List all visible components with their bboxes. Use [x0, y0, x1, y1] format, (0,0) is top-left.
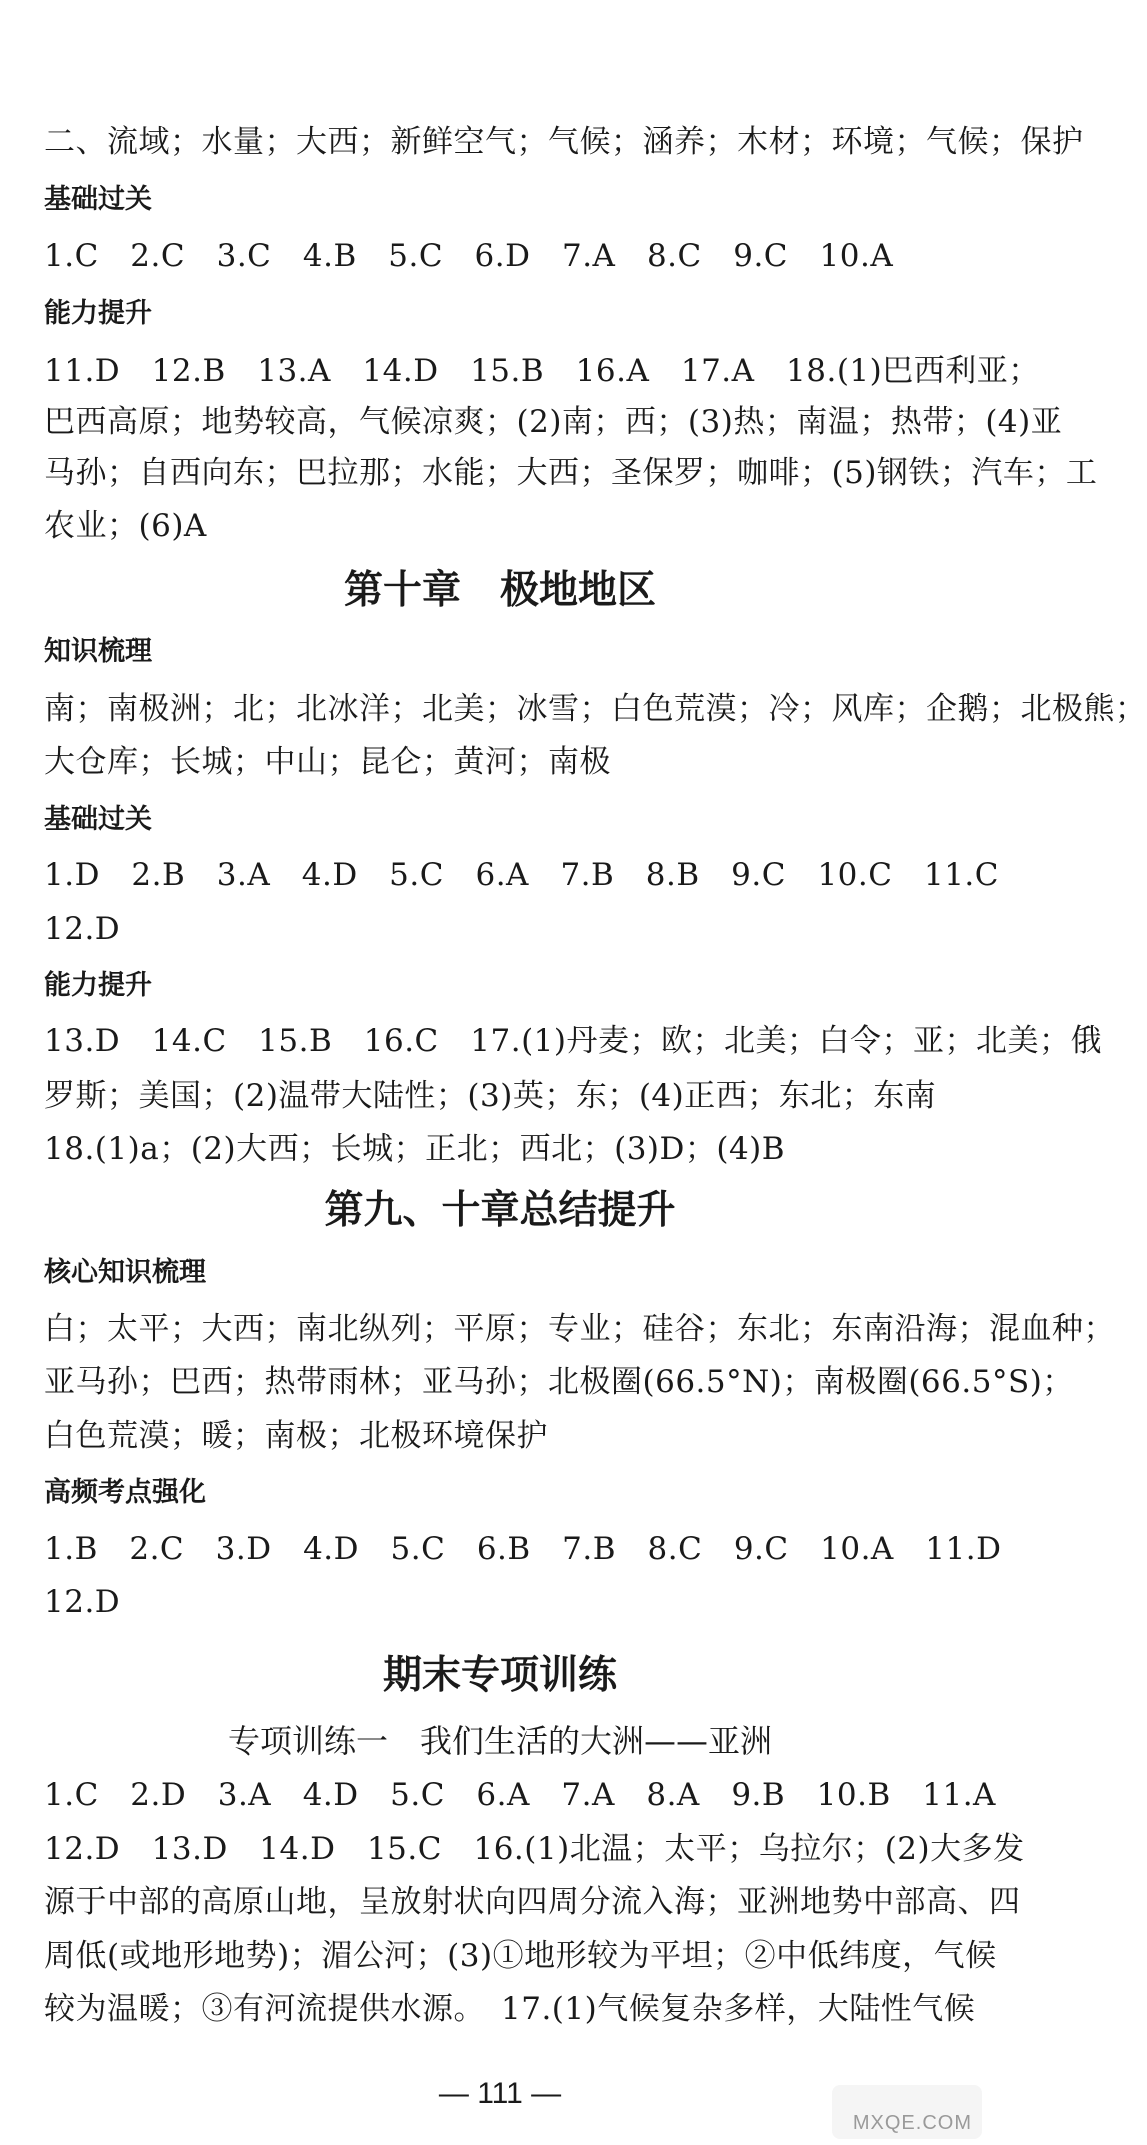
- section-heading: 能力提升: [44, 970, 152, 1001]
- text-line: 大仓库；长城；中山；昆仑；黄河；南极: [44, 744, 611, 780]
- text-line: 马孙；自西向东；巴拉那；水能；大西；圣保罗；咖啡；(5)钢铁；汽车；工: [44, 455, 1098, 491]
- answer-line: 12.D 13.D 14.D 15.C 16.(1)北温；太平；乌拉尔；(2)大多发: [44, 1831, 1025, 1867]
- text-line: 亚马孙；巴西；热带雨林；亚马孙；北极圈(66.5°N)；南极圈(66.5°S)；: [44, 1364, 1074, 1400]
- section-heading: 基础过关: [44, 184, 152, 215]
- subchapter-title: 专项训练一 我们生活的大洲——亚洲: [227, 1722, 772, 1760]
- text-line: 二、流域；水量；大西；新鲜空气；气候；涵养；木材；环境；气候；保护: [44, 124, 1084, 160]
- section-heading: 高频考点强化: [44, 1477, 206, 1508]
- text-line: 周低(或地形地势)；湄公河；(3)①地形较为平坦；②中低纬度，气候: [44, 1938, 997, 1974]
- answer-line: 1.C 2.C 3.C 4.B 5.C 6.D 7.A 8.C 9.C 10.A: [44, 238, 894, 274]
- text-line: 较为温暖；③有河流提供水源。 17.(1)气候复杂多样，大陆性气候: [44, 1991, 976, 2027]
- text-line: 巴西高原；地势较高，气候凉爽；(2)南；西；(3)热；南温；热带；(4)亚: [44, 404, 1063, 440]
- text-line: 源于中部的高原山地，呈放射状向四周分流入海；亚洲地势中部高、四: [44, 1884, 1021, 1920]
- answer-line: 12.D: [44, 911, 121, 947]
- text-line: 农业；(6)A: [44, 508, 207, 544]
- answer-line: 1.C 2.D 3.A 4.D 5.C 6.A 7.A 8.A 9.B 10.B 11.A: [44, 1777, 996, 1813]
- chapter-title: 第九、十章总结提升: [324, 1188, 676, 1233]
- answer-line: 13.D 14.C 15.B 16.C 17.(1)丹麦；欧；北美；白令；亚；北美；俄: [44, 1023, 1102, 1059]
- watermark-logo: [832, 2085, 982, 2139]
- answer-line: 12.D: [44, 1584, 121, 1620]
- text-line: 白；太平；大西；南北纵列；平原；专业；硅谷；东北；东南沿海；混血种；: [44, 1311, 1115, 1347]
- watermark-text: MXQE.COM: [852, 2112, 972, 2134]
- answer-line: 1.B 2.C 3.D 4.D 5.C 6.B 7.B 8.C 9.C 10.A 11.D: [44, 1531, 1002, 1567]
- section-heading: 基础过关: [44, 804, 152, 835]
- text-line: 南；南极洲；北；北冰洋；北美；冰雪；白色荒漠；冷；风库；企鹅；北极熊；: [44, 691, 1147, 727]
- section-heading: 能力提升: [44, 298, 152, 329]
- section-heading: 知识梳理: [44, 636, 152, 667]
- answer-line: 18.(1)a；(2)大西；长城；正北；西北；(3)D；(4)B: [44, 1131, 786, 1167]
- text-line: 罗斯；美国；(2)温带大陆性；(3)英；东；(4)正西；东北；东南: [44, 1078, 937, 1114]
- chapter-title: 期末专项训练: [382, 1653, 617, 1698]
- answer-line: 11.D 12.B 13.A 14.D 15.B 16.A 17.A 18.(1)巴西利亚；: [44, 353, 1040, 389]
- page-number: — 111 —: [438, 2077, 562, 2110]
- section-heading: 核心知识梳理: [44, 1257, 206, 1288]
- chapter-title: 第十章 极地地区: [343, 568, 656, 613]
- text-line: 白色荒漠；暖；南极；北极环境保护: [44, 1418, 548, 1454]
- answer-line: 1.D 2.B 3.A 4.D 5.C 6.A 7.B 8.B 9.C 10.C 11.C: [44, 857, 999, 893]
